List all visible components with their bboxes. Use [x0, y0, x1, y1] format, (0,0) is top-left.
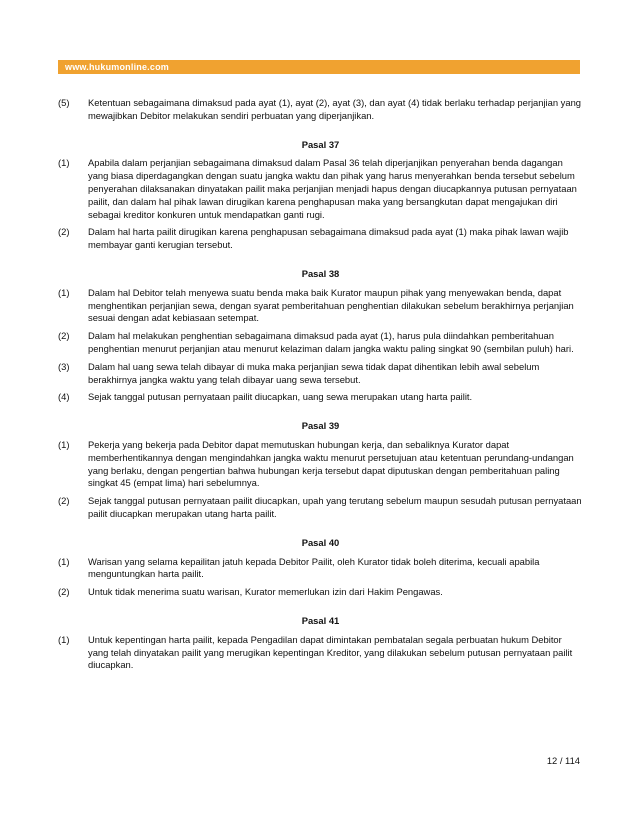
- paragraph-text: Dalam hal melakukan penghentian sebagaimana dimaksud pada ayat (1), harus pula diindahkan pemberitahuan penghentian menurut perjanjian atau menurut kelaziman dalam jangka waktu paling singkat 90 (sembilan puluh) hari.: [88, 330, 574, 354]
- article-heading: Pasal 39: [301, 420, 340, 432]
- article-heading: Pasal 38: [301, 267, 340, 279]
- paragraph-number: (2): [58, 330, 70, 342]
- paragraph: [58, 556, 583, 582]
- paragraph-text: Dalam hal Debitor telah menyewa suatu benda maka baik Kurator maupun pihak yang menyewakan benda, dapat menghentikan perjanjian sewa, dengan syarat pemberitahuan penghentian dilakukan sebelum berakhirnya perjanjian sesuai dengan adat kebiasaan setempat.: [88, 286, 574, 324]
- page-number: 12 / 114: [546, 755, 580, 766]
- document-body: [58, 97, 583, 677]
- paragraph-number: (1): [58, 633, 70, 645]
- paragraph: [58, 439, 583, 490]
- paragraph-number: (1): [58, 555, 70, 567]
- site-header-bar: [58, 60, 580, 74]
- paragraph-number: (5): [58, 97, 70, 108]
- paragraph-text: Dalam hal harta pailit dirugikan karena penghapusan sebagaimana dimaksud pada ayat (1) maka pihak lawan wajib membayar ganti kerugian tersebut.: [88, 226, 569, 251]
- paragraph: [58, 391, 583, 404]
- paragraph: [58, 287, 583, 325]
- paragraph: [58, 157, 583, 221]
- paragraph-number: (2): [58, 226, 70, 238]
- paragraph-number: (2): [58, 495, 70, 507]
- paragraph-text: Apabila dalam perjanjian sebagaimana dimaksud dalam Pasal 36 telah diperjanjikan penyerahan benda dagangan yang biasa diperdagangkan dengan suatu jangka waktu dan pihak yang harus menyerahkan benda tersebut sebelum penyerahan dilaksanakan dinyatakan pailit maka perjanjian menjadi hapus dengan diucapkannya putusan pernyataan pailit, dan dalam hal pihak lawan dirugikan karena penghapusan maka yang bersangkutan dapat mengajukan diri sebagai kreditor konkuren untuk mendapatkan ganti rugi.: [88, 157, 577, 220]
- article-heading: Pasal 40: [301, 536, 340, 548]
- paragraph-text: Sejak tanggal putusan pernyataan pailit diucapkan, upah yang terutang sebelum maupun sesudah putusan pernyataan pailit diucapkan merupakan utang harta pailit.: [88, 495, 582, 519]
- paragraph: [58, 361, 583, 387]
- paragraph-number: (1): [58, 438, 70, 450]
- paragraph-number: (2): [58, 586, 70, 598]
- paragraph: [58, 97, 583, 123]
- paragraph-text: Untuk tidak menerima suatu warisan, Kurator memerlukan izin dari Hakim Pengawas.: [88, 586, 443, 598]
- paragraph: [58, 226, 583, 252]
- paragraph: [58, 634, 583, 672]
- paragraph: [58, 586, 583, 599]
- site-url: www.hukumonline.com: [65, 62, 169, 72]
- paragraph-text: Sejak tanggal putusan pernyataan pailit diucapkan, uang sewa merupakan utang harta pailit.: [88, 391, 473, 403]
- paragraph: [58, 330, 583, 356]
- paragraph-text: Ketentuan sebagaimana dimaksud pada ayat (1), ayat (2), ayat (3), dan ayat (4) tidak berlaku terhadap perjanjian yang mewajibkan Debitor melakukan sendiri perbuatan yang diperjanjikan.: [88, 97, 582, 121]
- paragraph-text: Pekerja yang bekerja pada Debitor dapat memutuskan hubungan kerja, dan sebaliknya Kurator dapat memberhentikannya dengan mengindahkan jangka waktu menurut persetujuan atau ketentuan perundang-undangan yang berlaku, dengan pengertian bahwa hubungan kerja tersebut dapat diputuskan dengan pemberitahuan paling singkat 45 (empat lima) hari sebelumnya.: [88, 438, 574, 489]
- paragraph-number: (3): [58, 360, 70, 372]
- paragraph-text: Dalam hal uang sewa telah dibayar di muka maka perjanjian sewa tidak dapat dihentikan lebih awal sebelum berakhirnya jangka waktu yang telah dibayar uang sewa tersebut.: [88, 360, 540, 385]
- paragraph-text: Untuk kepentingan harta pailit, kepada Pengadilan dapat dimintakan pembatalan segala perbuatan hukum Debitor yang telah dinyatakan pailit yang merugikan kepentingan Kreditor, yang dilakukan sebelum putusan pernyataan pailit diucapkan.: [88, 633, 573, 671]
- article-heading: Pasal 37: [301, 138, 340, 150]
- paragraph-number: (4): [58, 391, 70, 403]
- paragraph-number: (1): [58, 286, 70, 298]
- paragraph: [58, 495, 583, 521]
- paragraph-text: Warisan yang selama kepailitan jatuh kepada Debitor Pailit, oleh Kurator tidak boleh diterima, kecuali apabila menguntungkan harta pailit.: [88, 555, 540, 580]
- article-heading: Pasal 41: [301, 614, 340, 626]
- paragraph-number: (1): [58, 157, 70, 169]
